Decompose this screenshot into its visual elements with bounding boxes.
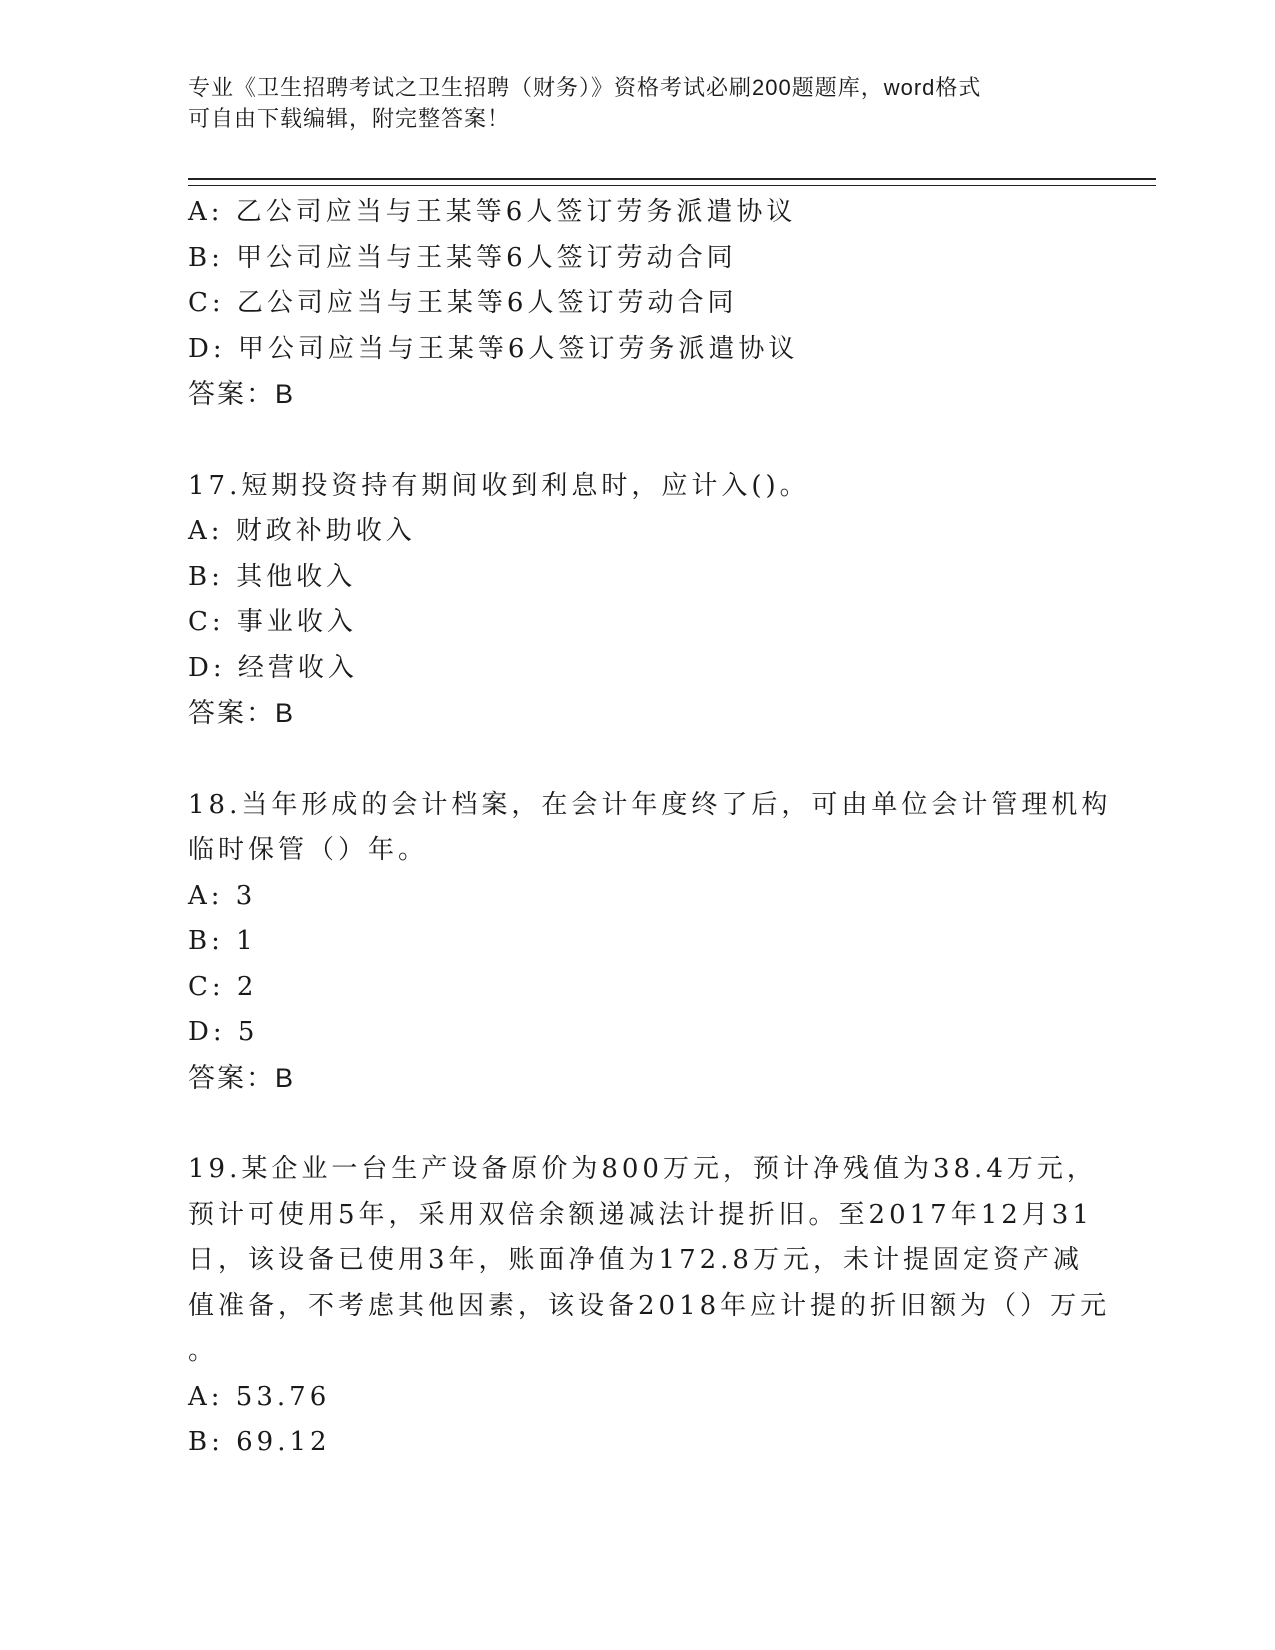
option-b: B: 甲公司应当与王某等6人签订劳动合同: [188, 242, 737, 273]
question-18: [188, 783, 1112, 1102]
header-divider: [188, 178, 1156, 186]
question-text-line-2: 临时保管（）年。: [188, 835, 429, 865]
option-b: B: 其他收入: [188, 561, 357, 592]
option-c: C: 乙公司应当与王某等6人签订劳动合同: [188, 288, 738, 318]
answer: 答案：B: [188, 1062, 296, 1093]
document-header: [188, 72, 1068, 134]
option-a: A: 乙公司应当与王某等6人签订劳务派遣协议: [188, 197, 797, 227]
header-line-2: 可自由下载编辑，附完整答案！: [188, 106, 511, 131]
spacer: [188, 1101, 1088, 1147]
option-b: B: 69.12: [188, 1427, 331, 1457]
answer: 答案：B: [188, 698, 296, 728]
spacer: [188, 737, 1088, 783]
option-a: A: 财政补助收入: [188, 516, 416, 546]
question-text: 17.短期投资持有期间收到利息时，应计入()。: [188, 470, 810, 501]
question-19: [188, 1147, 1111, 1466]
option-d: D: 5: [188, 1017, 259, 1047]
question-17: [188, 464, 1088, 737]
question-text-line-5: 。: [188, 1336, 219, 1366]
option-d: D: 经营收入: [188, 652, 358, 683]
question-text-line-3: 日，该设备已使用3年，账面净值为172.8万元，未计提固定资产减: [188, 1245, 1083, 1275]
question-text-line-1: 18.当年形成的会计档案，在会计年度终了后，可由单位会计管理机构: [188, 789, 1112, 820]
question-content: [188, 190, 1112, 1466]
option-c: C: 2: [188, 971, 258, 1002]
question-text-line-1: 19.某企业一台生产设备原价为800万元，预计净残值为38.4万元，: [188, 1154, 1097, 1184]
option-c: C: 事业收入: [188, 607, 357, 637]
question-text-line-2: 预计可使用5年，采用双倍余额递减法计提折旧。至2017年12月31: [188, 1199, 1093, 1230]
answer: 答案：B: [188, 379, 296, 409]
option-b: B: 1: [188, 926, 257, 956]
option-d: D: 甲公司应当与王某等6人签订劳务派遣协议: [188, 333, 799, 364]
question-text-line-4: 值准备，不考虑其他因素，该设备2018年应计提的折旧额为（）万元: [188, 1290, 1111, 1321]
option-a: A: 53.76: [188, 1381, 331, 1412]
question-16: [188, 190, 1088, 418]
header-line-1: 专业《卫生招聘考试之卫生招聘（财务）》资格考试必刷200题题库，word格式: [188, 75, 982, 100]
option-a: A: 3: [188, 880, 257, 911]
spacer: [188, 418, 1088, 464]
